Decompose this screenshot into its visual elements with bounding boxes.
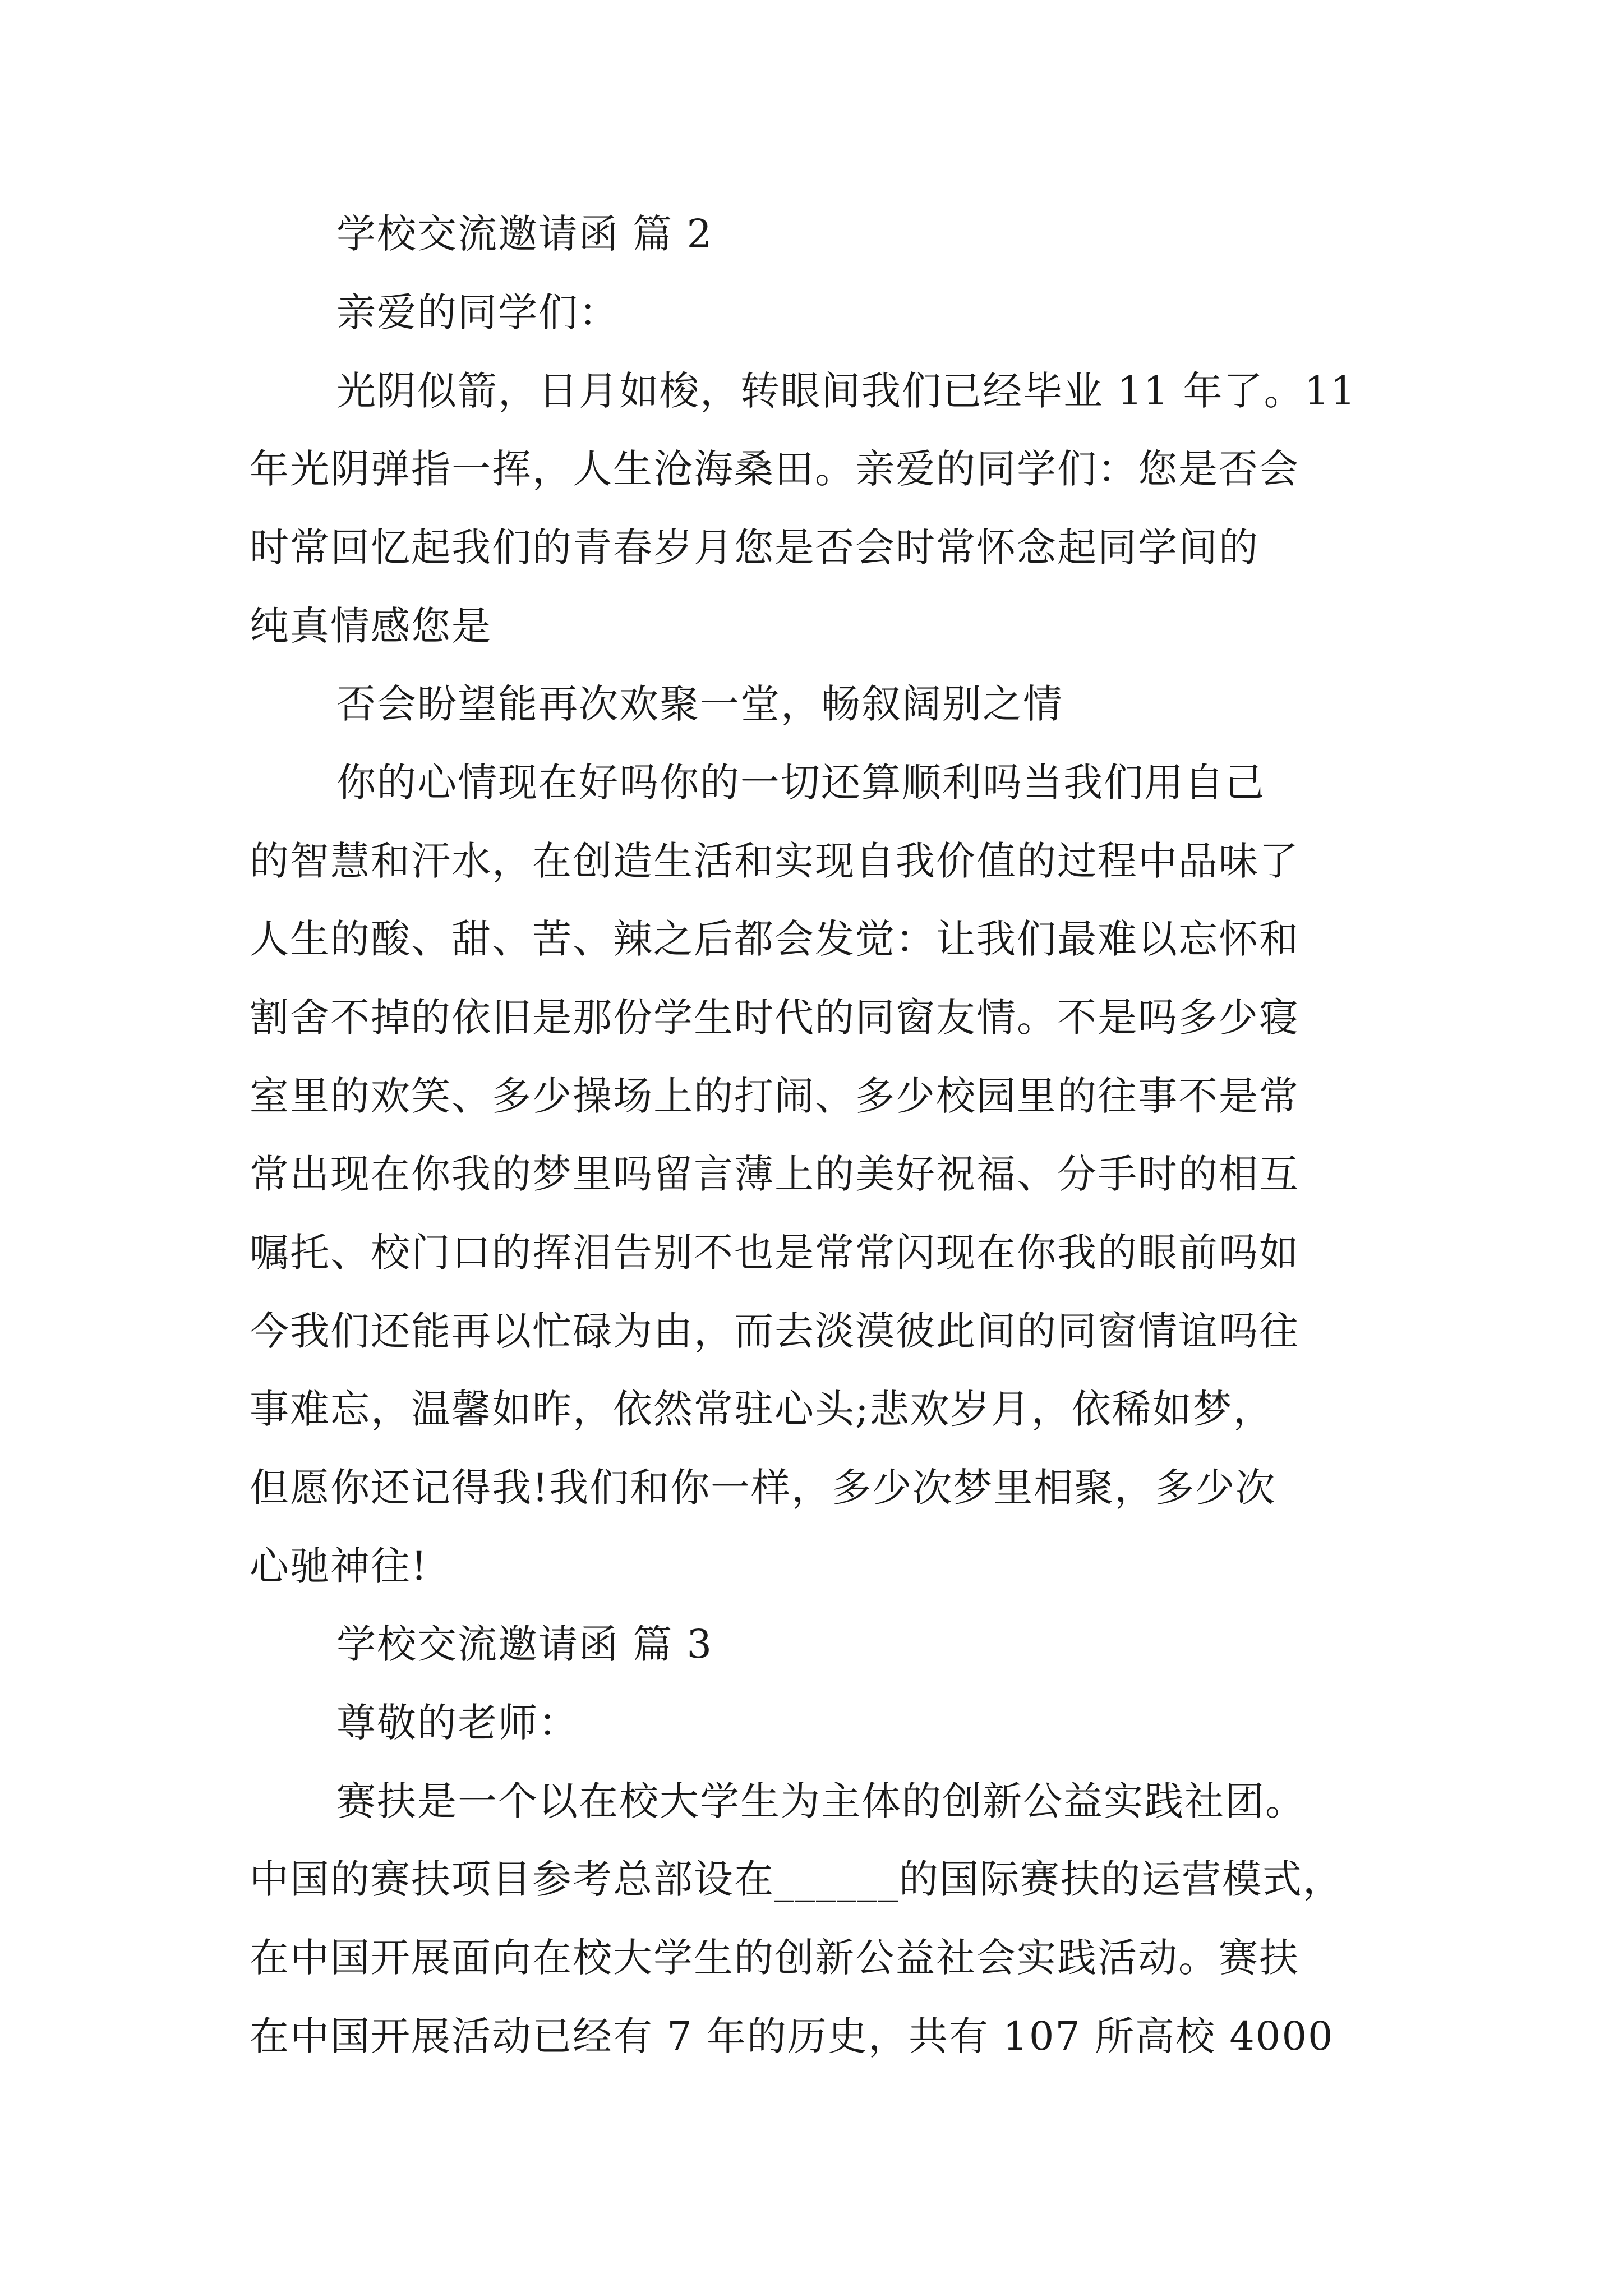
- paragraph-line: 中国的赛扶项目参考总部设在______的国际赛扶的运营模式，: [250, 1856, 1343, 1902]
- paragraph-line: 割舍不掉的依旧是那份学生时代的同窗友情。不是吗多少寝: [250, 995, 1299, 1041]
- paragraph-line: 事难忘，温馨如昨，依然常驻心头;悲欢岁月，依稀如梦，: [250, 1386, 1274, 1432]
- section-heading-3: 学校交流邀请函 篇 3: [336, 1621, 713, 1667]
- paragraph-line: 但愿你还记得我!我们和你一样，多少次梦里相聚，多少次: [250, 1465, 1276, 1511]
- paragraph-line: 你的心情现在好吗你的一切还算顺利吗当我们用自己: [336, 760, 1265, 806]
- section-heading-2: 学校交流邀请函 篇 2: [336, 211, 713, 257]
- paragraph-line: 赛扶是一个以在校大学生为主体的创新公益实践社团。: [336, 1778, 1306, 1824]
- paragraph-line: 今我们还能再以忙碌为由，而去淡漠彼此间的同窗情谊吗往: [250, 1308, 1299, 1354]
- paragraph-line: 光阴似箭，日月如梭，转眼间我们已经毕业 11 年了。11: [336, 368, 1357, 414]
- paragraph-line: 人生的酸、甜、苦、辣之后都会发觉：让我们最难以忘怀和: [250, 916, 1299, 962]
- paragraph-line: 嘱托、校门口的挥泪告别不也是常常闪现在你我的眼前吗如: [250, 1230, 1299, 1276]
- paragraph-line: 否会盼望能再次欢聚一堂，畅叙阔别之情: [336, 681, 1063, 727]
- paragraph-line: 在中国开展活动已经有 7 年的历史，共有 107 所高校 4000: [250, 2013, 1334, 2059]
- salutation-students: 亲爱的同学们：: [336, 289, 619, 335]
- paragraph-line: 常出现在你我的梦里吗留言薄上的美好祝福、分手时的相互: [250, 1151, 1299, 1197]
- salutation-teacher: 尊敬的老师：: [336, 1700, 579, 1746]
- paragraph-line: 室里的欢笑、多少操场上的打闹、多少校园里的往事不是常: [250, 1073, 1299, 1119]
- paragraph-line: 在中国开展面向在校大学生的创新公益社会实践活动。赛扶: [250, 1935, 1299, 1981]
- paragraph-line: 纯真情感您是: [250, 603, 492, 649]
- paragraph-line: 的智慧和汗水，在创造生活和实现自我价值的过程中品味了: [250, 838, 1299, 884]
- paragraph-line: 心驰神往!: [250, 1543, 428, 1589]
- paragraph-line: 年光阴弹指一挥，人生沧海桑田。亲爱的同学们：您是否会: [250, 446, 1299, 492]
- paragraph-line: 时常回忆起我们的青春岁月您是否会时常怀念起同学间的: [250, 524, 1259, 570]
